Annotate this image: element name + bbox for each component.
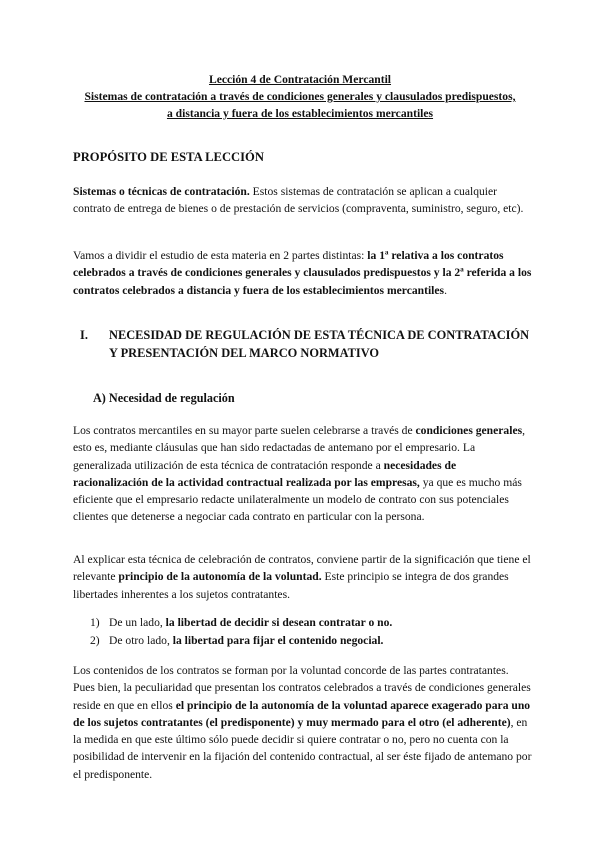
intro-text: Estos sistemas de contratación se aplican a cualquier contrato de entrega de bienes o de prestación de servicios (compraventa, suministro, seguro, etc). [73, 185, 524, 216]
conclusion-paragraph [73, 662, 533, 783]
division-bold: la 1ª relativa a los contratos celebrados a través de condiciones generales y clausulados predispuestos y la 2ª referida a los contratos celebrados a distancia y fuera de los establecimientos mercantiles [73, 249, 532, 297]
subsection-heading: A) Necesidad de regulación [93, 391, 235, 405]
para3-text2: , en la medida en que este último sólo puede decidir si quiere contratar o no, pero no cuenta con la posibilidad de intervenir en la fijación del contenido contractual, al ser éste fijado de antemano por el predisponente. [73, 715, 532, 781]
section-title: NECESIDAD DE REGULACIÓN DE ESTA TÉCNICA DE CONTRATACIÓN Y PRESENTACIÓN DEL MARCO NORMATIVO [109, 328, 530, 360]
list-item-text: De otro lado, [109, 633, 173, 647]
para1-text3: ya que es mucho más eficiente que el empresario redacte unilateralmente un modelo de contrato con sus potenciales clientes que detenerse a negociar cada contrato en particular con la persona. [73, 475, 522, 524]
lesson-subtitle-line2: a distancia y fuera de los establecimientos mercantiles [166, 107, 434, 120]
lesson-header [60, 71, 540, 122]
list-item-number: 1) [90, 616, 100, 629]
para2-bold1: principio de la autonomía de la voluntad. [118, 570, 322, 584]
list-item-bold: la libertad de decidir si desean contratar o no. [165, 616, 393, 629]
freedoms-list [90, 614, 530, 649]
section-number: I. [80, 328, 88, 342]
para2-text1: Al explicar esta técnica de celebración de contratos, conviene partir de la significación que tiene el relevante [73, 553, 531, 584]
lesson-subtitle-line1: Sistemas de contratación a través de condiciones generales y clausulados predispuestos, [84, 90, 516, 103]
intro-bold: Sistemas o técnicas de contratación. [73, 185, 250, 198]
para1-text2: , esto es, mediante cláusulas que han sido redactadas de antemano por el empresario. La generalizada utilización de esta técnica de contratación responde a [73, 424, 526, 472]
division-paragraph [73, 247, 533, 299]
lesson-title: Lección 4 de Contratación Mercantil [208, 73, 392, 86]
para3-bold1: el principio de la autonomía de la voluntad aparece exagerado para uno de los sujetos contratantes (el predisponente) y muy mermado para el otro (el adherente) [73, 698, 531, 729]
list-item-text: De un lado, [109, 616, 166, 629]
division-text: Vamos a dividir el estudio de esta materia en 2 partes distintas: [73, 249, 368, 262]
para1-bold2: necesidades de racionalización de la actividad contractual realizada por las empresas, [73, 458, 457, 489]
para1-text1: Los contratos mercantiles en su mayor parte suelen celebrarse a través de [73, 424, 416, 437]
list-item-number: 2) [90, 633, 100, 647]
section-heading [80, 326, 540, 362]
regulation-paragraph [73, 422, 533, 526]
purpose-heading: PROPÓSITO DE ESTA LECCIÓN [73, 150, 264, 164]
list-item [90, 614, 530, 632]
division-end: . [444, 283, 447, 297]
list-item [90, 632, 530, 650]
intro-paragraph [73, 183, 533, 218]
para3-text1: Los contenidos de los contratos se forman por la voluntad concorde de las partes contratantes. Pues bien, la peculiaridad que presentan los contratos celebrados a través de condiciones generales reside en que en ellos [73, 664, 531, 712]
list-item-bold: la libertad para fijar el contenido negocial. [172, 633, 384, 647]
para1-bold1: condiciones generales [415, 424, 523, 437]
para2-text2: Este principio se integra de dos grandes libertades inherentes a los sujetos contratantes. [73, 570, 509, 601]
autonomy-paragraph [73, 551, 533, 603]
